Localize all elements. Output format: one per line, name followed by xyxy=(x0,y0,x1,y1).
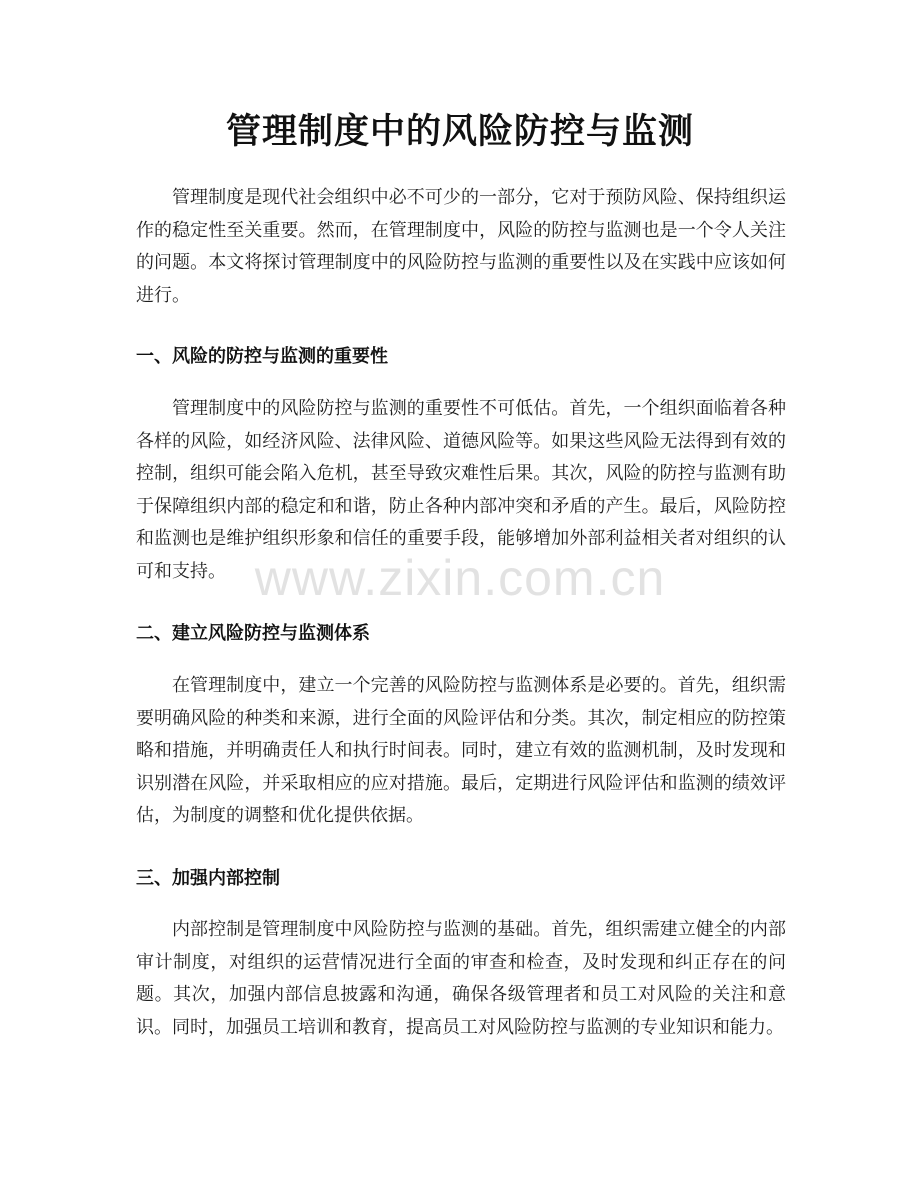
section-paragraph-2: 在管理制度中，建立一个完善的风险防控与监测体系是必要的。首先，组织需要明确风险的种类和来源，进行全面的风险评估和分类。其次，制定相应的防控策略和措施，并明确责任人和执行时间表。同时，建立有效的监测机制，及时发现和识别潜在风险，并采取相应的应对措施。最后，定期进行风险评估和监测的绩效评估，为制度的调整和优化提供依据。 xyxy=(136,675,786,826)
intro-paragraph: 管理制度是现代社会组织中必不可少的一部分，它对于预防风险、保持组织运作的稳定性至关重要。然而，在管理制度中，风险的防控与监测也是一个令人关注的问题。本文将探讨管理制度中的风险防控与监测的重要性以及在实践中应该如何进行。 xyxy=(136,187,786,306)
section-paragraph-3: 内部控制是管理制度中风险防控与监测的基础。首先，组织需建立健全的内部审计制度，对组织的运营情况进行全面的审查和检查，及时发现和纠正存在的问题。其次，加强内部信息披露和沟通，确保各级管理者和员工对风险的关注和意识。同时，加强员工培训和教育，提高员工对风险防控与监测的专业知识和能力。 xyxy=(136,919,786,1038)
page-title: 管理制度中的风险防控与监测 xyxy=(225,112,694,152)
watermark: www.zixin.com.cn xyxy=(254,550,666,606)
section-heading-1: 一、风险的防控与监测的重要性 xyxy=(136,346,388,367)
section-heading-3: 三、加强内部控制 xyxy=(136,868,280,889)
section-paragraph-1: 管理制度中的风险防控与监测的重要性不可低估。首先，一个组织面临着各种各样的风险，如经济风险、法律风险、道德风险等。如果这些风险无法得到有效的控制，组织可能会陷入危机，甚至导致灾难性后果。其次，风险的防控与监测有助于保障组织内部的稳定和和谐，防止各种内部冲突和矛盾的产生。最后，风险防控和监测也是维护组织形象和信任的重要手段，能够增加外部利益相关者对组织的认可和支持。 xyxy=(136,398,786,582)
section-heading-2: 二、建立风险防控与监测体系 xyxy=(136,623,370,644)
